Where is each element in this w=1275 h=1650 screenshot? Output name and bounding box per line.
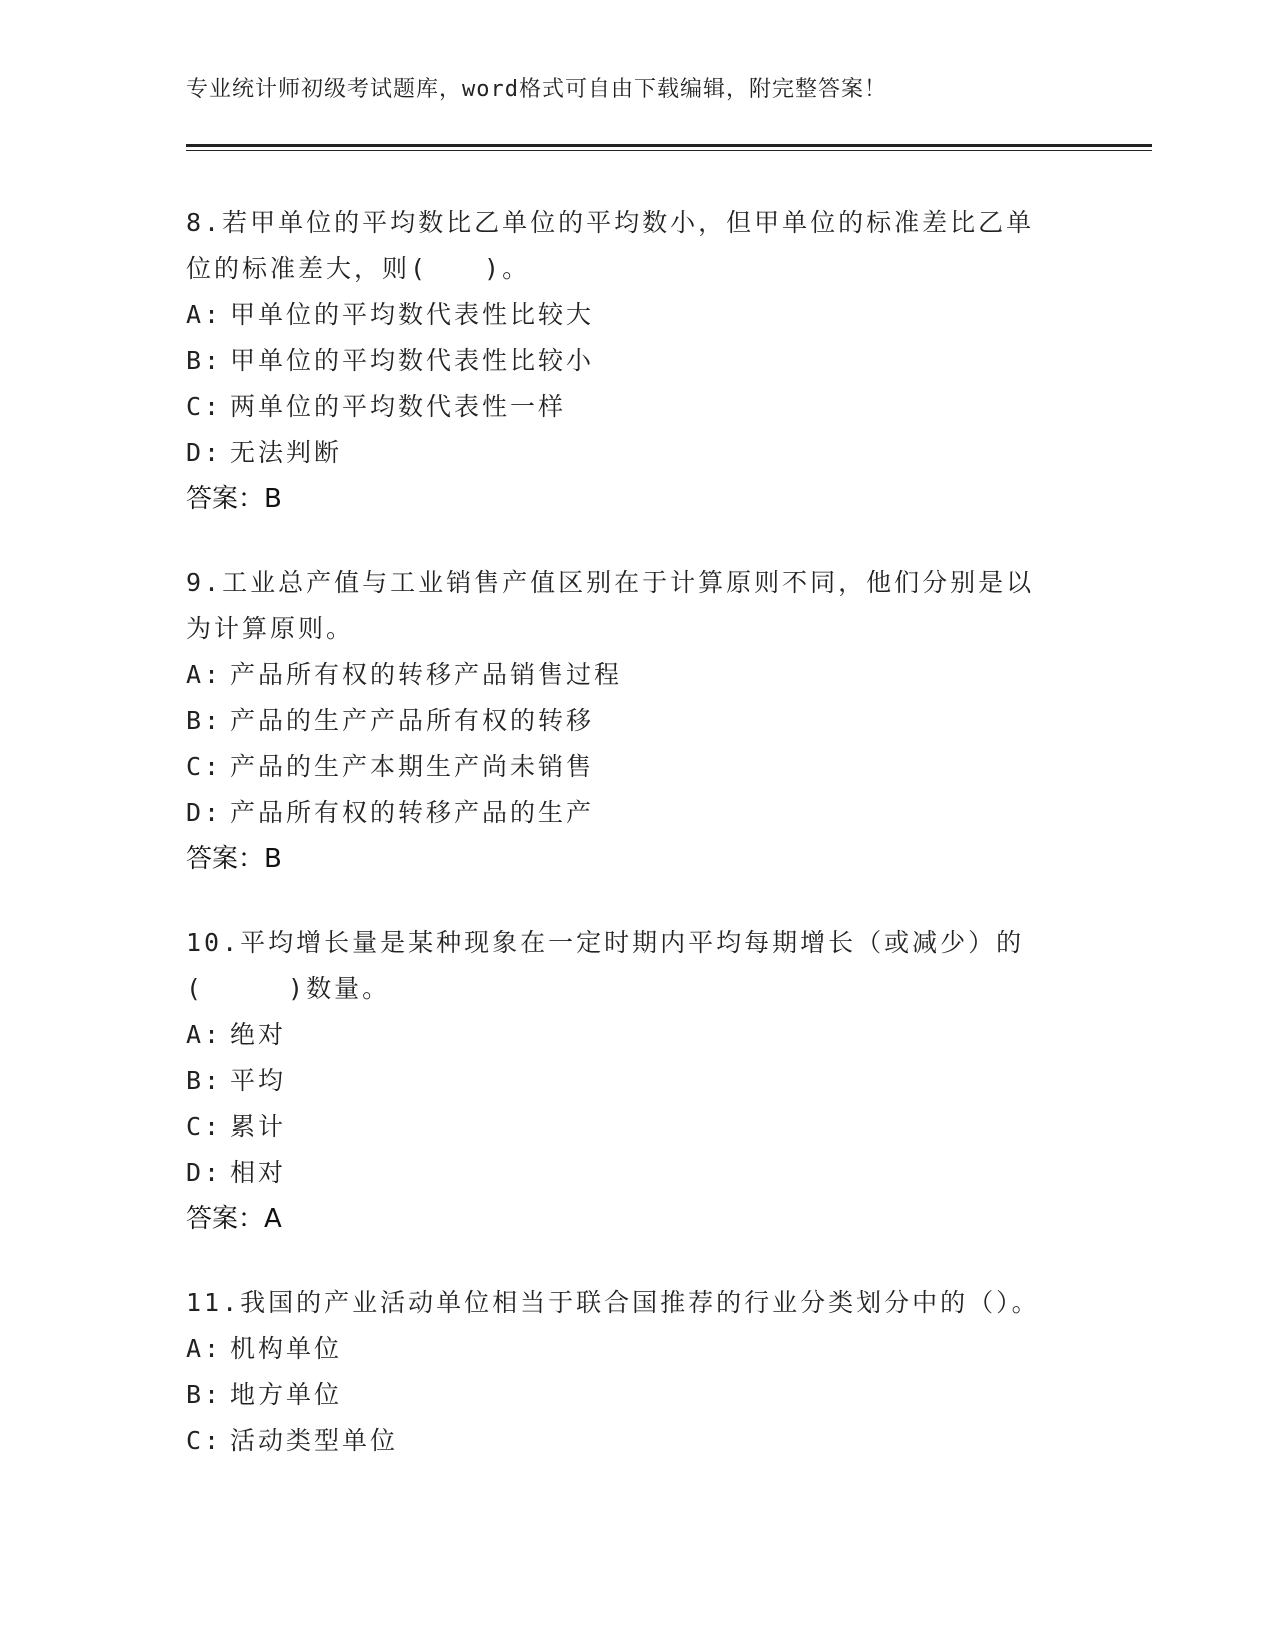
option-key: D: [186, 1158, 223, 1187]
stem-line: 11.我国的产业活动单位相当于联合国推荐的行业分类划分中的（）。 [186, 1288, 1040, 1317]
option-text: 相对 [230, 1158, 287, 1187]
stem-line: 8.若甲单位的平均数比乙单位的平均数小，但甲单位的标准差比乙单 [186, 208, 1035, 237]
option-key: A: [186, 300, 223, 329]
option-key: C: [186, 1426, 223, 1455]
question-11 [186, 1280, 1086, 1464]
option-key: C: [186, 392, 223, 421]
question-stem [186, 200, 1086, 292]
option-a [186, 292, 1086, 338]
option-a [186, 1326, 1086, 1372]
option-b [186, 1372, 1086, 1418]
option-text: 机构单位 [230, 1334, 343, 1363]
option-a [186, 1012, 1086, 1058]
option-key: D: [186, 438, 223, 467]
option-text: 产品的生产本期生产尚未销售 [230, 752, 595, 781]
option-c [186, 384, 1086, 430]
stem-line: 9.工业总产值与工业销售产值区别在于计算原则不同，他们分别是以 [186, 568, 1035, 597]
option-text: 产品所有权的转移产品的生产 [230, 798, 595, 827]
stem-line: 为计算原则。 [186, 614, 355, 643]
option-key: A: [186, 1020, 223, 1049]
option-text: 甲单位的平均数代表性比较大 [230, 300, 595, 329]
option-key: D: [186, 798, 223, 827]
option-key: B: [186, 1380, 223, 1409]
option-b [186, 1058, 1086, 1104]
option-key: C: [186, 1112, 223, 1141]
answer-line: 答案：A [186, 1204, 282, 1234]
option-c [186, 1418, 1086, 1464]
answer-line: 答案：B [186, 484, 282, 514]
option-text: 累计 [230, 1112, 287, 1141]
option-text: 两单位的平均数代表性一样 [230, 392, 567, 421]
question-stem [186, 920, 1086, 1012]
question-list [186, 200, 1086, 1502]
header-divider-thin [186, 150, 1152, 151]
stem-line: 位的标准差大，则( )。 [186, 254, 531, 283]
option-c [186, 744, 1086, 790]
option-a [186, 652, 1086, 698]
question-stem [186, 1280, 1086, 1326]
stem-line: ( )数量。 [186, 974, 391, 1003]
question-8 [186, 200, 1086, 522]
option-key: B: [186, 706, 223, 735]
option-key: B: [186, 1066, 223, 1095]
stem-line: 10.平均增长量是某种现象在一定时期内平均每期增长（或减少）的 [186, 928, 1025, 957]
option-b [186, 698, 1086, 744]
page-header: 专业统计师初级考试题库，word格式可自由下载编辑，附完整答案！ [186, 77, 887, 102]
option-text: 产品所有权的转移产品销售过程 [230, 660, 623, 689]
option-key: C: [186, 752, 223, 781]
option-key: A: [186, 660, 223, 689]
option-text: 无法判断 [230, 438, 343, 467]
question-9 [186, 560, 1086, 882]
option-d [186, 430, 1086, 476]
question-stem [186, 560, 1086, 652]
question-10 [186, 920, 1086, 1242]
option-key: B: [186, 346, 223, 375]
option-text: 地方单位 [230, 1380, 343, 1409]
option-text: 活动类型单位 [230, 1426, 399, 1455]
option-d [186, 1150, 1086, 1196]
option-c [186, 1104, 1086, 1150]
option-key: A: [186, 1334, 223, 1363]
answer-line: 答案：B [186, 844, 282, 874]
option-text: 产品的生产产品所有权的转移 [230, 706, 595, 735]
option-b [186, 338, 1086, 384]
option-text: 甲单位的平均数代表性比较小 [230, 346, 595, 375]
option-text: 绝对 [230, 1020, 287, 1049]
option-text: 平均 [230, 1066, 287, 1095]
header-divider-thick [186, 144, 1152, 147]
option-d [186, 790, 1086, 836]
